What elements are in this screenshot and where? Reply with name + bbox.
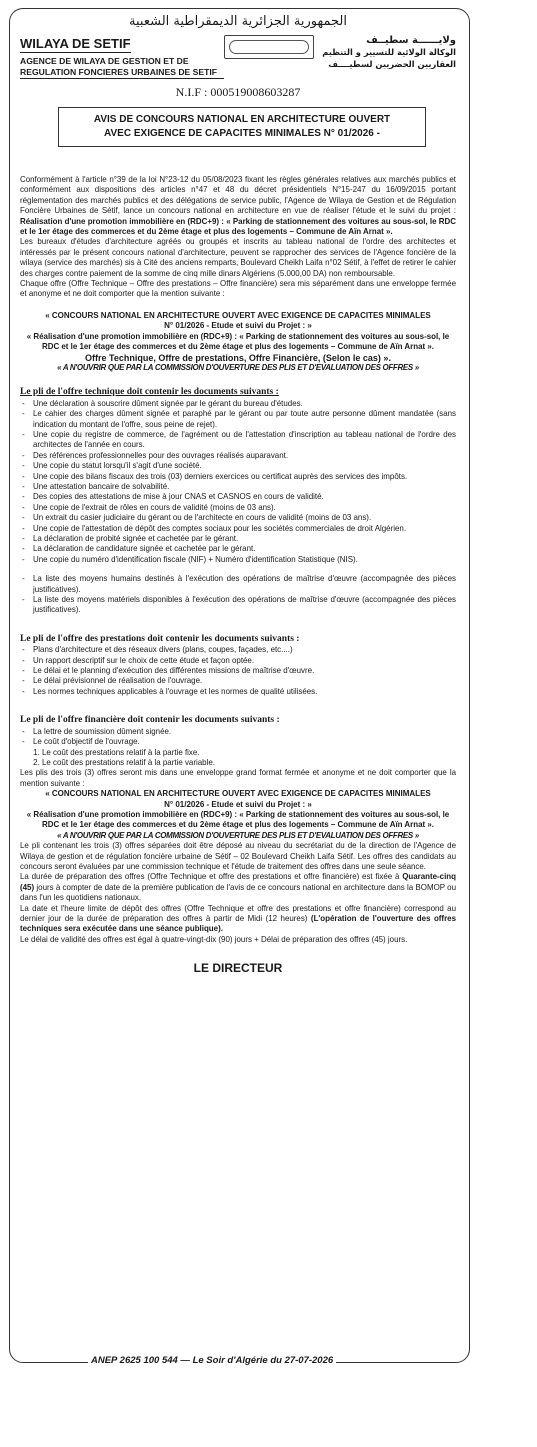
list-item: - La déclaration de candidature signée et cachetée par le gérant. [20,544,456,554]
list-item: - Plans d'architecture et des réseaux divers (plans, coupes, façades, etc....) [20,645,456,655]
notice-body [20,175,456,974]
intro-paragraph-3: Chaque offre (Offre Technique – Offre des prestations – Offre financière) sera mis séparément dans une enveloppe fermée et anonyme et ne doit comporter que la mention suivante : [20,279,456,299]
header [20,35,456,79]
list-item: - Les normes techniques applicables à l'ouvrage et les normes de qualité utilisées. [20,687,456,697]
intro-paragraph-2: Les bureaux d'études d'architecture agréés ou groupés et inscrits au tableau national de l'ordre des architectes et intéressés par le présent concours national d'architecture, peuvent se rapprocher des services de l'Agence foncière de la wilaya (service des marchés) sis à Cité des anciens remparts, Boulevard Cheikh Laifa n°02 Sétif, à l'effet de retirer le cahier des charges contre paiement de la somme de cinq mille dinars Algériens (5.000,00 DA) non remboursable. [20,237,456,278]
technical-offer-heading: Le pli de l'offre technique doit contenir les documents suivants : [20,387,279,398]
list-item: - Un extrait du casier judiciaire du gérant ou de l'architecte en cours de validité (moins de 03 ans). [20,513,456,523]
services-offer-list [20,645,456,697]
closing-paragraph-3: La durée de préparation des offres (Offre Technique et offre des prestations et offre financière) est fixée à Quarante-cinq (45) jours à compter de date de la première publication de l'avis de ce concours national en architecture dans la BOMOP ou dans l'un les quotidiens nationaux. [20,872,456,903]
arabic-agency-line1: الوكالة الولائية للتسيير و التنظيم [322,47,456,57]
intro-paragraph-1: Conformément à l'article n°39 de la loi N°23-12 du 05/08/2023 fixant les règles générales relatives aux marchés publics et conformément aux dispositions des articles n°47 et 48 du décret présidentiels N°15-247 du 16/09/2015 portant réglementation des marchés publics et des délégations de service public, l'Agence de Wilaya de Gestion et de Régulation Foncière Urbaines de Sétif, lance un concours national en architecture en vue de réaliser l'étude et le suivi du projet : Réalisation d'une promotion immobilière en (RDC+9) : « Parking de stationnement des voitures au sous-sol, le RDC et le 1er étage des commerces et du 2ème étage et plus des logements – Commune de Aïn Arnat ». [20,175,456,237]
list-item: - Une copie du registre de commerce, de l'agrément ou de l'attestation d'inscription au tableau national de l'ordre des architectes de l'année en cours. [20,430,456,451]
list-item: - Des références professionnelles pour des ouvrages réalisés auparavant. [20,451,456,461]
agency-name: AGENCE DE WILAYA DE GESTION ET DE REGULATION FONCIERES URBAINES DE SETIF [20,56,224,79]
list-item: 1. Le coût des prestations relatif à la partie fixe. [42,748,456,758]
list-item: - Le coût d'objectif de l'ouvrage. [20,737,456,747]
wilaya-title: WILAYA DE SETIF [20,36,131,51]
list-item: 2. Le coût des prestations relatif à la partie variable. [42,758,456,768]
list-item: - Le délai prévisionnel de réalisation de l'ouvrage. [20,676,456,686]
notice-title-box [58,107,426,147]
signature-director: LE DIRECTEUR [193,961,283,976]
list-item: - La lettre de soumission dûment signée. [20,727,456,737]
notice-content [20,12,456,974]
closing-paragraph-5: Le délai de validité des offres est égal à quatre-vingt-dix (90) jours + Délai de préparation des offres (45) jours. [20,934,408,944]
logo-mark [229,40,309,54]
list-item: - Une copie du numéro d'identification fiscale (NIF) + Numéro d'identification Statistique (NIS). [20,555,456,565]
technical-offer-list [20,399,456,616]
list-item: - Le délai et le planning d'exécution des différentes missions de maîtrise d'œuvre. [20,666,456,676]
closing-paragraph-2: Le pli contenant les trois (3) offres séparées doit être déposé au niveau du secrétariat du de la direction de l'Agence de Wilaya de gestion et de régulation foncière urbaine de Sétif – 02 Boulevard Cheikh Laifa Sétif. Les offres des candidats au concours seront évaluées par une commission technique et l'étude de traitement des offres dans une seule séance. [20,841,456,871]
publication-footer: ANEP 2625 100 544 — Le Soir d'Algérie du 27-07-2026 [88,1355,336,1366]
list-item: - Une copie des bilans fiscaux des trois (03) derniers exercices ou certificat auprès des services des impôts. [20,472,456,482]
financial-offer-list [20,727,456,748]
list-item: - Une attestation bancaire de solvabilité. [20,482,456,492]
list-item: - Des copies des attestations de mise à jour CNAS et CASNOS en cours de validité. [20,492,456,502]
arabic-republic-heading: الجمهورية الجزائرية الديمقراطية الشعبية [129,14,347,29]
title-line1: AVIS DE CONCOURS NATIONAL EN ARCHITECTURE OUVERT [93,114,391,125]
list-item: - Une déclaration à souscrire dûment signée par le gérant du bureau d'études. [20,399,456,409]
envelope-mention: « CONCOURS NATIONAL EN ARCHITECTURE OUVERT AVEC EXIGENCE DE CAPACITES MINIMALES N° 01/2026 - Etude et suivi du Projet : » « Réalisation d'une promotion immobilière en (RDC+9) : « Parking de stationnement des voitures au sous-sol, le RDC et le 1er étage des commerces et du 2ème étage et plus des logements – Commune de Aïn Arnat ». Offre Technique, Offre de prestations, Offre Financière, (Selon le cas) ». « A N'OUVRIR QUE PAR LA COMMISSION D'OUVERTURE DES PLIS ET D'EVALUATION DES OFFRES » [26,310,450,372]
financial-offer-heading: Le pli de l'offre financière doit contenir les documents suivants : [20,715,280,726]
list-item: - La liste des moyens humains destinés à l'exécution des opérations de maîtrise d'œuvre (accompagnée des pièces justificatives). [20,574,456,595]
list-item: - Un rapport descriptif sur le choix de cette étude et façon optée. [20,656,456,666]
title-line2: AVEC EXIGENCE DE CAPACITES MINIMALES N° 01/2026 - [104,128,380,139]
list-item: - Une copie de l'extrait de rôles en cours de validité (moins de 03 ans). [20,503,456,513]
services-offer-heading: Le pli de l'offre des prestations doit contenir les documents suivants : [20,633,300,644]
arabic-agency-line2: العقاريين الحضريين لسطيــــف [328,59,456,69]
closing-paragraph-1: Les plis des trois (3) offres seront mis dans une enveloppe grand format fermée et anonyme et ne doit comporter que la mention suivante : [20,768,456,788]
financial-sub-list [20,748,456,769]
list-item: - Le cahier des charges dûment signée et paraphé par le gérant ou par toute autre personne dûment mandatée (sans indication du montant de l'offre, sous peine de rejet). [20,409,456,430]
arabic-wilaya: ولايــــــة سطيــف [366,35,456,46]
nif-number: N.I.F : 000519008603287 [175,85,301,99]
list-item: - Une copie de l'attestation de dépôt des comptes sociaux pour les sociétés commerciales de droit Algérien. [20,524,456,534]
header-right-arabic [314,35,456,70]
list-item: - Une copie du statut lorsqu'il s'agit d'une société. [20,461,456,471]
closing-paragraph-4: La date et l'heure limite de dépôt des offres (Offre Technique et offre des prestations et offre financière) correspond au dernier jour de la durée de préparation des offres à partir de Midi (12 heures) (L'opération de l'ouverture des offres techniques sera exécutée dans une séance publique). [20,903,456,934]
agency-logo [224,35,313,59]
header-left [20,35,224,79]
list-item: - La déclaration de probité signée et cachetée par le gérant. [20,534,456,544]
list-item: - La liste des moyens matériels disponibles à l'exécution des opérations de maîtrise d'œuvre (accompagnée des pièces justificatives). [20,595,456,616]
envelope-mention-repeat: « CONCOURS NATIONAL EN ARCHITECTURE OUVERT AVEC EXIGENCE DE CAPACITES MINIMALES N° 01/2026 - Etude et suivi du Projet : » « Réalisation d'une promotion immobilière en (RDC+9) : « Parking de stationnement des voitures au sous-sol, le RDC et le 1er étage des commerces et du 2ème étage et plus des logements – Commune de Aïn Arnat ». « A N'OUVRIR QUE PAR LA COMMISSION D'OUVERTURE DES PLIS ET D'EVALUATION DES OFFRES » [26,789,450,840]
